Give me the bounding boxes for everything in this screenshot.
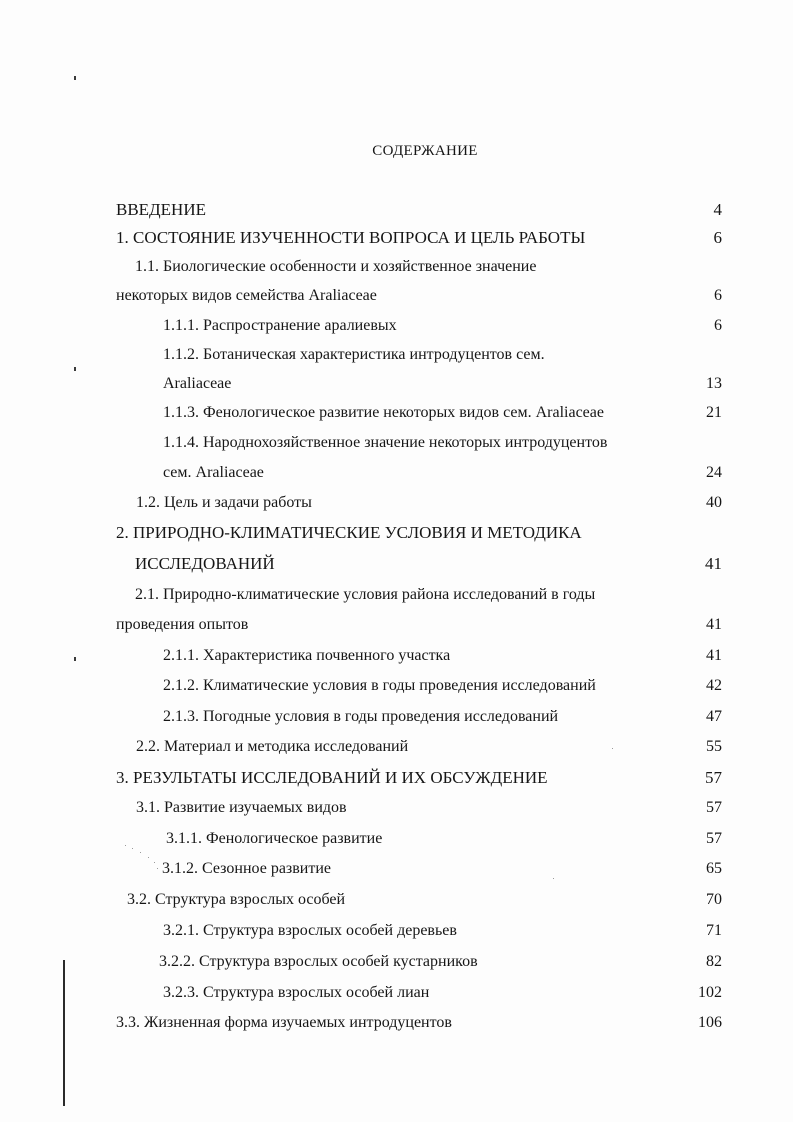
toc-entry-page: 41 [706,647,722,664]
toc-entry-text: 2.2. Материал и методика исследований [136,738,409,755]
toc-entry-text: 3.1. Развитие изучаемых видов [136,799,347,816]
toc-entry-page: 24 [706,464,722,481]
scan-speck [157,868,158,869]
toc-entry-page: 6 [714,317,722,334]
toc-entry-text: 3.2.3. Структура взрослых особей лиан [163,984,430,1001]
toc-entry-text: 2.1.1. Характеристика почвенного участка [163,647,451,664]
toc-entry-text: 1.1. Биологические особенности и хозяйственное значение [135,258,537,275]
toc-entry-page: 57 [706,830,722,847]
scan-speck [612,748,613,749]
toc-entry-page: 102 [698,984,722,1001]
toc-entry-text: 3.3. Жизненная форма изучаемых интродуцентов [116,1014,452,1031]
toc-entry-text: 2.1.3. Погодные условия в годы проведения исследований [163,708,559,725]
scan-mark-dot [74,657,76,661]
toc-entry-page: 106 [698,1014,722,1031]
toc-entry-page: 42 [706,677,722,694]
toc-entry-page: 57 [706,799,722,816]
toc-entry-text: 1.1.2. Ботаническая характеристика интродуцентов сем. [163,346,545,363]
toc-entry-text: 2.1.2. Климатические условия в годы проведения исследований [163,677,596,694]
scan-mark-dot [74,76,76,80]
toc-entry-text: 3.2.1. Структура взрослых особей деревьев [163,922,457,939]
toc-entry-page: 4 [713,200,722,219]
toc-entry-text: проведения опытов [116,616,249,633]
toc-entry-page: 70 [706,891,722,908]
scan-mark-dot [74,367,76,371]
toc-entry-text: 1.1.4. Народнохозяйственное значение некоторых интродуцентов [163,434,608,451]
page-title: СОДЕРЖАНИЕ [372,143,478,159]
scan-speck [553,878,554,879]
toc-entry-text: ВВЕДЕНИЕ [116,200,206,219]
toc-entry-text: 3. РЕЗУЛЬТАТЫ ИССЛЕДОВАНИЙ И ИХ ОБСУЖДЕНИЕ [116,768,548,787]
toc-entry-page: 55 [706,738,722,755]
toc-entry-text: сем. Araliaceae [163,464,264,481]
toc-entry-page: 57 [705,768,722,787]
toc-entry-page: 41 [706,616,722,633]
scan-speck [148,857,149,858]
scan-edge-line [63,960,65,1106]
toc-entry-page: 65 [706,860,722,877]
toc-entry-page: 6 [713,228,722,247]
toc-entry-text: 3.1.1. Фенологическое развитие [166,830,383,847]
toc-entry-page: 82 [706,953,722,970]
toc-entry-page: 41 [705,554,722,573]
toc-entry-page: 13 [706,375,722,392]
toc-entry-text: 2. ПРИРОДНО-КЛИМАТИЧЕСКИЕ УСЛОВИЯ И МЕТОДИКА [116,523,582,542]
toc-entry-text: 1.1.1. Распространение аралиевых [163,317,397,334]
toc-entry-text: ИССЛЕДОВАНИЙ [135,554,275,573]
scan-speck [140,852,141,853]
toc-entry-text: 1.1.3. Фенологическое развитие некоторых видов сем. Araliaceae [163,404,604,421]
toc-entry-text: 1.2. Цель и задачи работы [136,494,312,511]
toc-entry-page: 6 [714,287,722,304]
toc-entry-text: 2.1. Природно-климатические условия района исследований в годы [135,586,596,603]
toc-entry-text: 3.2.2. Структура взрослых особей кустарников [159,953,478,970]
toc-entry-text: некоторых видов семейства Araliaceae [116,287,377,304]
toc-entry-text: 3.2. Структура взрослых особей [127,891,346,908]
toc-entry-text: Araliaceae [163,375,232,392]
toc-entry-text: 3.1.2. Сезонное развитие [162,860,332,877]
scan-speck [125,845,126,846]
scan-speck [154,862,155,863]
toc-entry-page: 47 [706,708,722,725]
toc-entry-page: 40 [706,494,722,511]
toc-entry-page: 21 [706,404,722,421]
toc-entry-text: 1. СОСТОЯНИЕ ИЗУЧЕННОСТИ ВОПРОСА И ЦЕЛЬ РАБОТЫ [116,228,586,247]
toc-entry-page: 71 [706,922,722,939]
scan-speck [132,848,133,849]
